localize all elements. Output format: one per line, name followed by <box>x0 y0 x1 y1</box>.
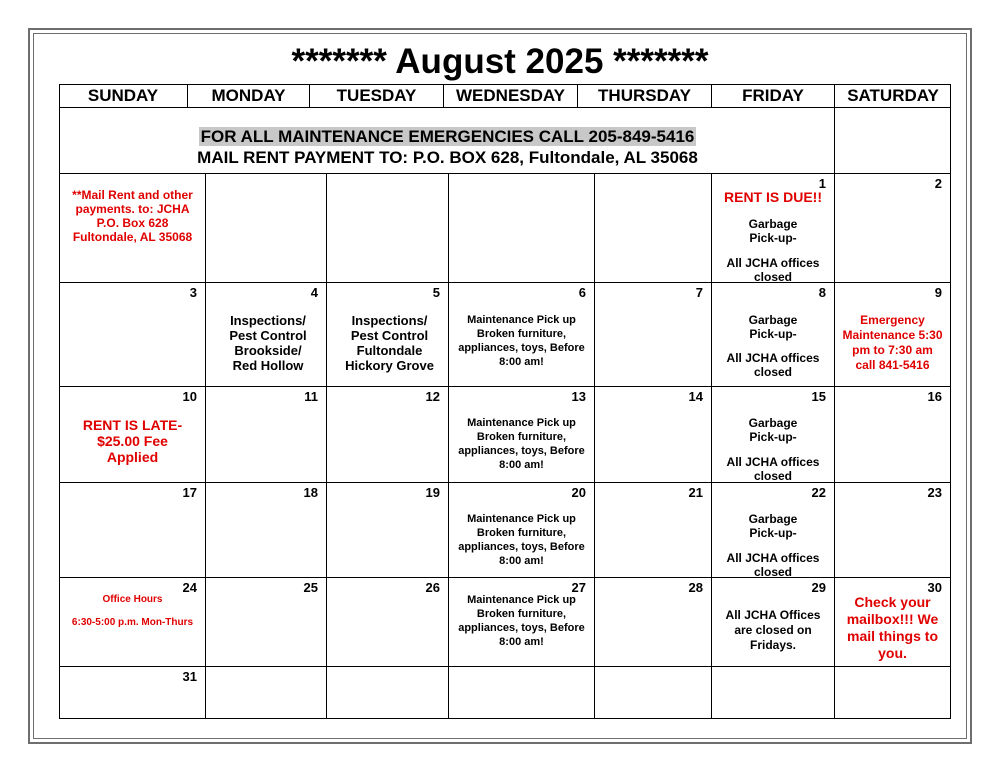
emergency-phone-highlight: FOR ALL MAINTENANCE EMERGENCIES CALL 205-849-5416 <box>200 127 695 146</box>
day-cell-1 <box>712 174 834 282</box>
offices-closed-text: All JCHA offices closed <box>726 351 820 379</box>
day-number: 23 <box>927 485 942 500</box>
day-cell-28 <box>595 578 711 666</box>
day-number: 31 <box>182 669 197 684</box>
grid-right-edge <box>950 84 951 719</box>
header-saturday: SATURDAY <box>847 86 939 105</box>
day-number: 4 <box>310 285 318 300</box>
maintenance-pickup-text: Maintenance Pick up Broken furniture, appliances, toys, Before 8:00 am! <box>458 513 585 567</box>
day-number: 9 <box>934 285 942 300</box>
header-tuesday: TUESDAY <box>336 86 417 105</box>
day-number: 27 <box>571 580 586 595</box>
day-number: 15 <box>811 389 826 404</box>
offices-closed-text: All JCHA offices closed <box>726 256 820 284</box>
day-cell-14 <box>595 387 711 482</box>
day-number: 30 <box>927 580 942 595</box>
day-cell-6 <box>449 283 594 386</box>
day-number: 22 <box>811 485 826 500</box>
day-number: 12 <box>425 389 440 404</box>
emergency-maintenance-text: Emergency Maintenance 5:30 pm to 7:30 am call 841-5416 <box>842 313 943 372</box>
day-number: 3 <box>189 285 197 300</box>
day-number: 29 <box>811 580 826 595</box>
day-number: 16 <box>927 389 942 404</box>
day-cell-3 <box>60 283 205 386</box>
day-cell-26 <box>327 578 448 666</box>
day-cell-20 <box>449 483 594 577</box>
day-cell-27 <box>449 578 594 666</box>
check-mailbox-text: Check your mailbox!!! We mail things to you. <box>846 594 939 661</box>
day-cell-15 <box>712 387 834 482</box>
day-cell-18 <box>206 483 326 577</box>
day-number: 19 <box>425 485 440 500</box>
header-friday: FRIDAY <box>742 86 804 105</box>
mail-rent-banner: MAIL RENT PAYMENT TO: P.O. BOX 628, Fultondale, AL 35068 <box>197 148 698 167</box>
office-hours-label: Office Hours <box>102 594 163 605</box>
day-cell-10 <box>60 387 205 482</box>
day-number: 14 <box>688 389 703 404</box>
day-number: 26 <box>425 580 440 595</box>
day-cell-16 <box>835 387 950 482</box>
day-cell-7 <box>595 283 711 386</box>
day-number: 13 <box>571 389 586 404</box>
day-number: 5 <box>432 285 440 300</box>
day-cell-5 <box>327 283 448 386</box>
day-cell-31 <box>60 667 205 718</box>
day-number: 25 <box>303 580 318 595</box>
day-number: 21 <box>688 485 703 500</box>
header-sunday: SUNDAY <box>87 86 159 105</box>
garbage-pickup-text: Garbage Pick-up- <box>748 313 798 341</box>
day-number: 28 <box>688 580 703 595</box>
maintenance-pickup-text: Maintenance Pick up Broken furniture, appliances, toys, Before 8:00 am! <box>458 314 585 368</box>
header-monday: MONDAY <box>211 86 286 105</box>
day-number: 10 <box>182 389 197 404</box>
inspections-brookside-text: Inspections/ Pest Control Brookside/ Red Hollow <box>229 313 307 373</box>
day-cell-9 <box>835 283 950 386</box>
header-thursday: THURSDAY <box>598 86 691 105</box>
header-bottom-line <box>59 107 951 108</box>
garbage-pickup-text: Garbage Pick-up- <box>748 217 798 245</box>
garbage-pickup-text: Garbage Pick-up- <box>748 512 798 540</box>
day-number: 1 <box>818 176 826 191</box>
rent-due-text: RENT IS DUE!! <box>724 189 822 205</box>
day-number: 24 <box>182 580 197 595</box>
inspections-fultondale-text: Inspections/ Pest Control Fultondale Hickory Grove <box>345 313 434 373</box>
day-cell-30 <box>835 578 950 666</box>
day-cell-12 <box>327 387 448 482</box>
day-number: 8 <box>818 285 826 300</box>
day-cell-23 <box>835 483 950 577</box>
day-number: 18 <box>303 485 318 500</box>
rent-late-text: RENT IS LATE- $25.00 Fee Applied <box>82 417 183 465</box>
grid-bottom-line <box>59 718 951 719</box>
day-cell-4 <box>206 283 326 386</box>
day-number: 17 <box>182 485 197 500</box>
garbage-pickup-text: Garbage Pick-up- <box>748 416 798 444</box>
day-cell-13 <box>449 387 594 482</box>
office-hours-times: 6:30-5:00 p.m. Mon-Thurs <box>71 617 194 628</box>
day-number: 20 <box>571 485 586 500</box>
day-cell-25 <box>206 578 326 666</box>
day-cell-21 <box>595 483 711 577</box>
day-number: 2 <box>934 176 942 191</box>
mail-rent-note: **Mail Rent and other payments. to: JCHA P.O. Box 628 Fultondale, AL 35068 <box>72 188 193 244</box>
day-cell-11 <box>206 387 326 482</box>
day-number: 6 <box>578 285 586 300</box>
calendar-title: ******* August 2025 ******* <box>291 42 709 81</box>
maintenance-pickup-text: Maintenance Pick up Broken furniture, appliances, toys, Before 8:00 am! <box>458 594 585 648</box>
day-cell-17 <box>60 483 205 577</box>
maintenance-pickup-text: Maintenance Pick up Broken furniture, appliances, toys, Before 8:00 am! <box>458 417 585 471</box>
offices-closed-text: All JCHA offices closed <box>726 455 820 483</box>
day-number: 7 <box>695 285 703 300</box>
offices-closed-text: All JCHA offices closed <box>726 551 820 579</box>
day-cell-2 <box>835 174 950 282</box>
day-cell-24 <box>60 578 205 666</box>
day-cell-19 <box>327 483 448 577</box>
day-number: 11 <box>304 389 318 404</box>
day-cell-week1-sun <box>60 174 205 282</box>
offices-closed-fridays-text: All JCHA Offices are closed on Fridays. <box>725 608 821 652</box>
day-cell-8 <box>712 283 834 386</box>
day-cell-22 <box>712 483 834 577</box>
day-cell-29 <box>712 578 834 666</box>
maintenance-emergency-banner <box>60 127 835 147</box>
header-wednesday: WEDNESDAY <box>456 86 565 105</box>
